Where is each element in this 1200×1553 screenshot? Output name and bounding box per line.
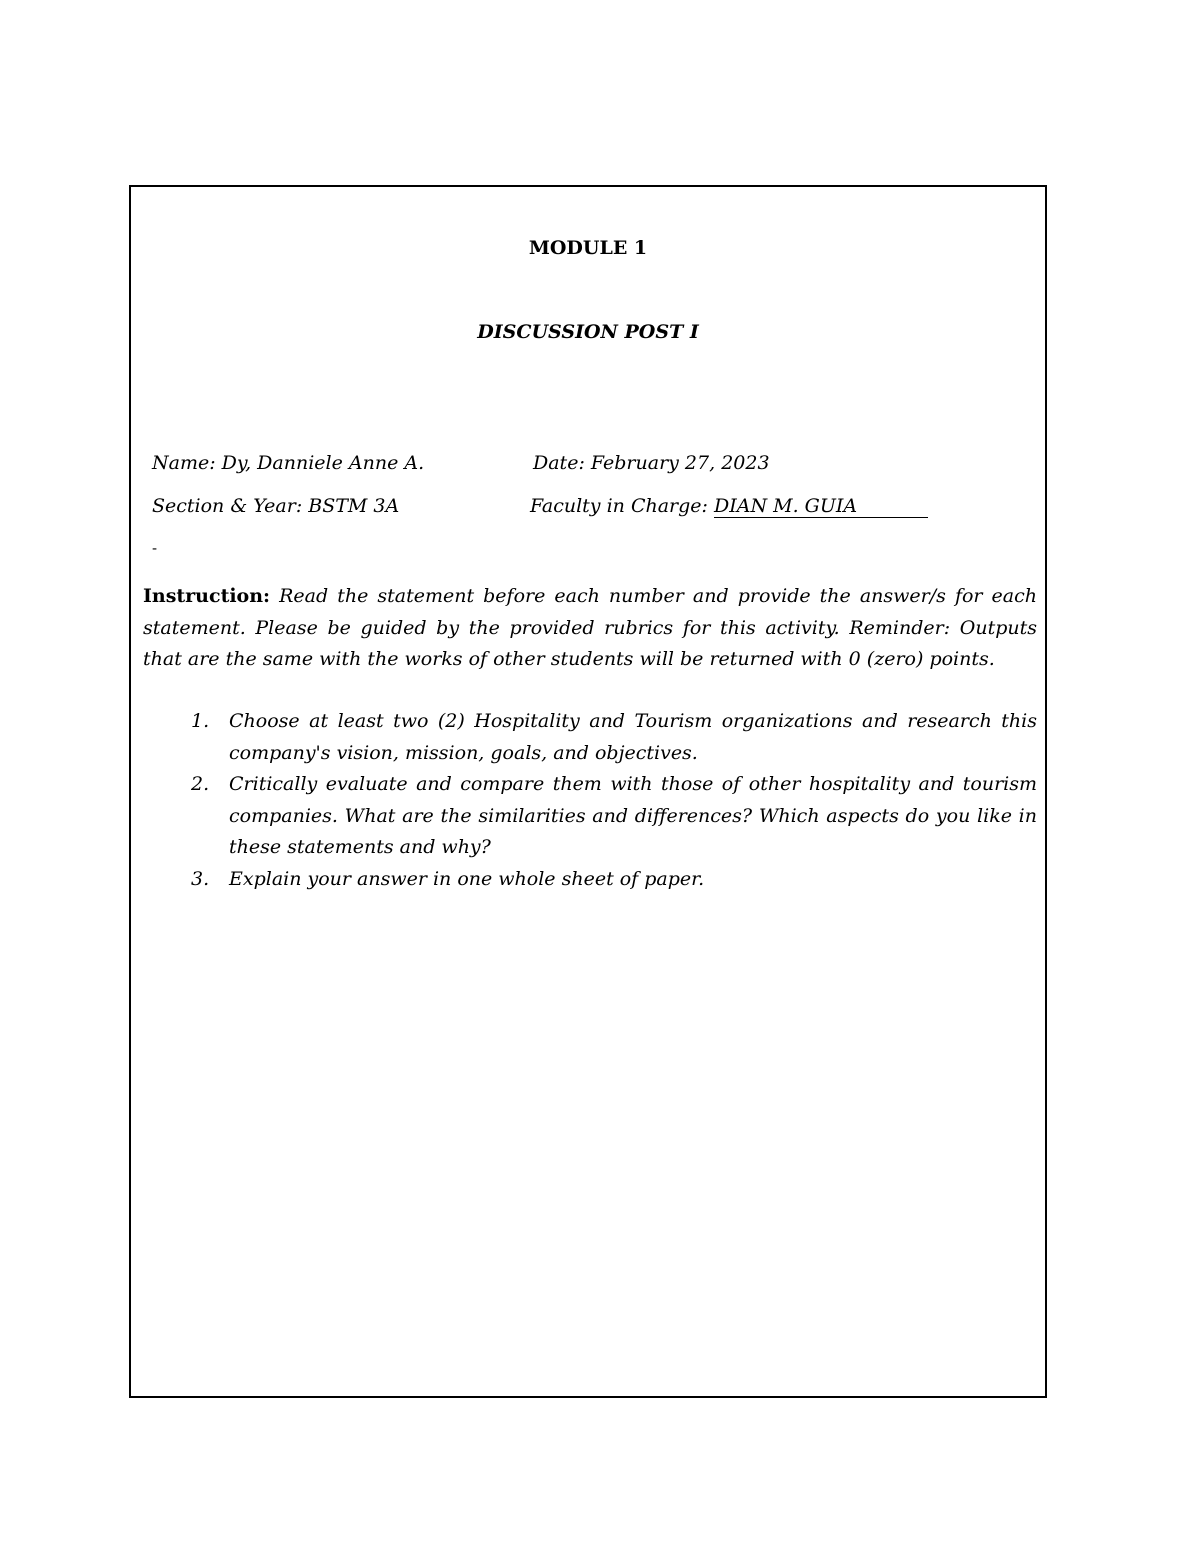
list-item [191,864,1037,896]
task-number: 3. [191,867,210,890]
task-text: Critically evaluate and compare them with those of other hospitality and tourism companies. What are the similarities and differences? Which aspects do you like in these statements and why? [229,773,1037,858]
task-text: Explain your answer in one whole sheet of paper. [229,867,705,890]
list-item [191,706,1037,769]
faculty-name: DIAN M. GUIA [714,496,928,518]
date-field: Date: February 27, 2023 [533,452,770,474]
instruction-label: Instruction: [143,585,271,607]
document-frame [129,185,1047,1398]
instruction-text: Read the statement before each number and provide the answer/s for each statement. Please be guided by the provided rubrics for this activity. Reminder: Outputs that are the same with the works of other students will be returned with 0 (zero) points. [143,585,1037,670]
task-text: Choose at least two (2) Hospitality and Tourism organizations and research this company's vision, mission, goals, and objectives. [229,710,1037,764]
module-title: MODULE 1 [528,237,648,259]
task-number: 1. [191,710,210,732]
task-number: 2. [191,773,210,795]
task-list [191,706,1037,895]
list-item [191,769,1037,864]
student-name-field: Name: Dy, Danniele Anne A. [152,452,425,474]
discussion-post-title: DISCUSSION POST I [477,321,699,343]
faculty-label: Faculty in Charge: [530,495,714,517]
dash-mark: - [152,539,158,557]
section-year-field: Section & Year: BSTM 3A [152,495,400,517]
instruction-paragraph [143,581,1037,676]
faculty-field [530,495,928,518]
